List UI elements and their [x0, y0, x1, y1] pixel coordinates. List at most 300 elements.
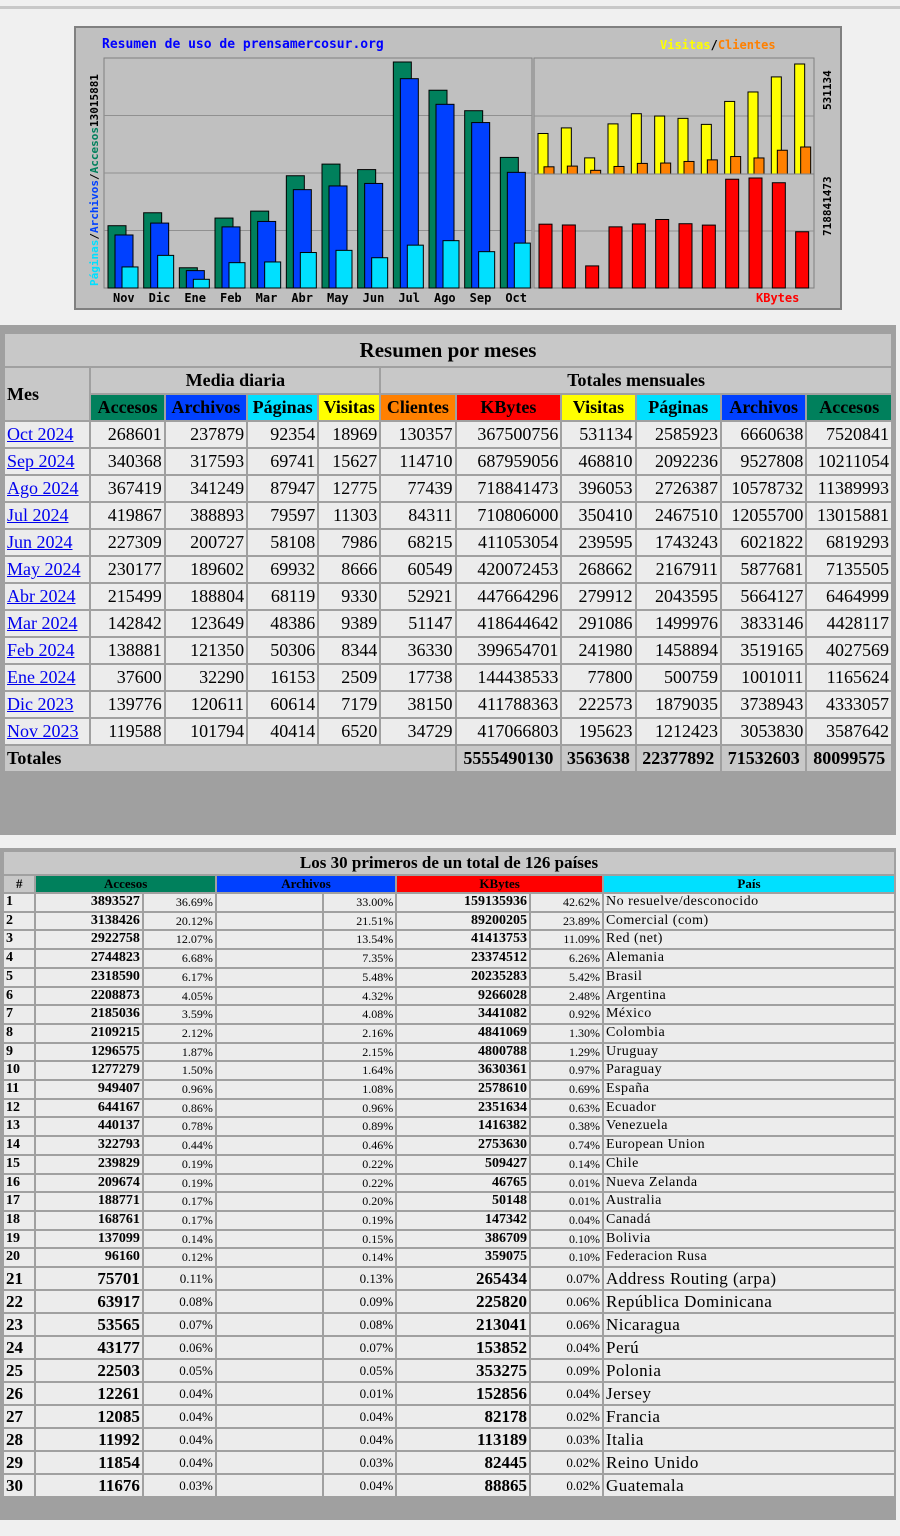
archivos-cell [217, 1291, 322, 1312]
archivos-pct-cell: 13.54% [324, 931, 395, 948]
country-name-cell: Federacion Rusa [604, 1249, 894, 1266]
cell-acc: 7135505 [807, 557, 891, 582]
accesos-cell: 949407 [36, 1081, 141, 1098]
kbytes-cell: 359075 [397, 1249, 529, 1266]
kbytes-label: KBytes [756, 291, 800, 305]
country-row [4, 1268, 894, 1289]
bar-paginas [193, 279, 209, 288]
cell-acc: 10211054 [807, 449, 891, 474]
accesos-cell: 75701 [36, 1268, 141, 1289]
monthly-table [3, 332, 893, 773]
archivos-pct-cell: 0.05% [324, 1360, 395, 1381]
cell-kb: 411788363 [457, 692, 561, 717]
cell-acc: 4428117 [807, 611, 891, 636]
accesos-cell: 1296575 [36, 1044, 141, 1061]
rank-cell: 12 [4, 1100, 34, 1117]
archivos-pct-cell: 0.19% [324, 1212, 395, 1229]
countries-table [2, 850, 896, 1498]
cell-pag: 1458894 [637, 638, 720, 663]
rank-cell: 16 [4, 1175, 34, 1192]
kbytes-cell: 2753630 [397, 1137, 529, 1154]
month-cell[interactable] [5, 692, 89, 717]
month-label: May [326, 291, 349, 305]
month-cell[interactable] [5, 422, 89, 447]
main-plot [104, 58, 532, 288]
month-cell[interactable] [5, 449, 89, 474]
kbytes-pct-cell: 0.10% [531, 1249, 602, 1266]
archivos-cell [217, 1452, 322, 1473]
bar-clientes [614, 166, 624, 174]
cell-cli: 114710 [381, 449, 454, 474]
cell-arc: 6021822 [722, 530, 805, 555]
bar-kbytes [749, 178, 762, 288]
cell-d-vis: 7179 [319, 692, 379, 717]
cell-d-acc: 119588 [91, 719, 163, 744]
bar-clientes [661, 163, 671, 174]
cell-vis: 279912 [562, 584, 634, 609]
month-link[interactable]: Jul 2024 [7, 505, 69, 525]
bar-paginas [407, 245, 423, 288]
country-row [4, 969, 894, 986]
archivos-cell [217, 1231, 322, 1248]
kbytes-cell: 225820 [397, 1291, 529, 1312]
month-cell[interactable] [5, 584, 89, 609]
month-cell[interactable] [5, 665, 89, 690]
archivos-cell [217, 1406, 322, 1427]
cell-cli: 36330 [381, 638, 454, 663]
total-paginas: 22377892 [637, 746, 720, 771]
archivos-cell [217, 1175, 322, 1192]
month-link[interactable]: Dic 2023 [7, 694, 74, 714]
bar-clientes [801, 147, 811, 174]
kbytes-pct-cell: 0.63% [531, 1100, 602, 1117]
cell-d-pag: 79597 [248, 503, 317, 528]
cell-kb: 710806000 [457, 503, 561, 528]
monthly-row [5, 476, 891, 501]
bar-kbytes [656, 219, 669, 288]
archivos-pct-cell: 0.20% [324, 1193, 395, 1210]
accesos-cell: 168761 [36, 1212, 141, 1229]
archivos-pct-cell: 0.01% [324, 1383, 395, 1404]
cell-d-vis: 9330 [319, 584, 379, 609]
cell-d-vis: 8344 [319, 638, 379, 663]
month-link[interactable]: May 2024 [7, 559, 81, 579]
month-label: Oct [505, 291, 528, 305]
cell-cli: 84311 [381, 503, 454, 528]
country-row [4, 1383, 894, 1404]
kbytes-pct-cell: 0.06% [531, 1291, 602, 1312]
cell-pag: 1212423 [637, 719, 720, 744]
bar-paginas [300, 253, 316, 288]
kbytes-pct-cell: 0.01% [531, 1193, 602, 1210]
bar-clientes [591, 170, 601, 174]
accesos-pct-cell: 0.03% [144, 1475, 215, 1496]
kbytes-cell: 4841069 [397, 1025, 529, 1042]
archivos-pct-cell: 0.09% [324, 1291, 395, 1312]
kbytes-cell: 3630361 [397, 1062, 529, 1079]
rank-cell: 4 [4, 950, 34, 967]
country-name-cell: Reino Unido [604, 1452, 894, 1473]
month-link[interactable]: Mar 2024 [7, 613, 78, 633]
cell-d-vis: 8666 [319, 557, 379, 582]
bar-kbytes [702, 225, 715, 288]
archivos-pct-cell: 2.16% [324, 1025, 395, 1042]
accesos-cell: 188771 [36, 1193, 141, 1210]
cell-d-acc: 227309 [91, 530, 163, 555]
country-name-cell: Comercial (com) [604, 913, 894, 930]
cell-d-vis: 6520 [319, 719, 379, 744]
cell-d-arc: 317593 [166, 449, 246, 474]
monthly-row [5, 611, 891, 636]
mes-header: Mes [5, 368, 89, 420]
archivos-pct-cell: 21.51% [324, 913, 395, 930]
accesos-pct-cell: 20.12% [144, 913, 215, 930]
accesos-pct-cell: 0.44% [144, 1137, 215, 1154]
monthly-row [5, 584, 891, 609]
rank-cell: 13 [4, 1118, 34, 1135]
kbytes-cell: 9266028 [397, 988, 529, 1005]
kbytes-cell: 82445 [397, 1452, 529, 1473]
accesos-cell: 11992 [36, 1429, 141, 1450]
month-link[interactable]: Feb 2024 [7, 640, 75, 660]
cell-vis: 195623 [562, 719, 634, 744]
accesos-pct-cell: 0.04% [144, 1429, 215, 1450]
country-row [4, 1291, 894, 1312]
rank-cell: 11 [4, 1081, 34, 1098]
kbytes-plot [534, 174, 814, 288]
archivos-cell [217, 1193, 322, 1210]
kbytes-cell: 509427 [397, 1156, 529, 1173]
accesos-cell: 3893527 [36, 894, 141, 911]
cell-acc: 4027569 [807, 638, 891, 663]
bar-clientes [754, 158, 764, 174]
archivos-cell [217, 1383, 322, 1404]
cell-d-arc: 237879 [166, 422, 246, 447]
col-archivos: Archivos [722, 395, 805, 420]
accesos-pct-cell: 0.14% [144, 1231, 215, 1248]
rank-cell: 6 [4, 988, 34, 1005]
kbytes-cell: 2351634 [397, 1100, 529, 1117]
accesos-pct-cell: 3.59% [144, 1006, 215, 1023]
rank-cell: 19 [4, 1231, 34, 1248]
cell-pag: 1879035 [637, 692, 720, 717]
cell-pag: 2092236 [637, 449, 720, 474]
cell-acc: 7520841 [807, 422, 891, 447]
month-cell[interactable] [5, 530, 89, 555]
accesos-cell: 11854 [36, 1452, 141, 1473]
kbytes-pct-cell: 0.14% [531, 1156, 602, 1173]
accesos-cell: 1277279 [36, 1062, 141, 1079]
archivos-pct-cell: 0.46% [324, 1137, 395, 1154]
cell-kb: 411053054 [457, 530, 561, 555]
kbytes-cell: 213041 [397, 1314, 529, 1335]
cell-d-vis: 18969 [319, 422, 379, 447]
accesos-cell: 2744823 [36, 950, 141, 967]
country-name-cell: Brasil [604, 969, 894, 986]
month-link[interactable]: Jun 2024 [7, 532, 73, 552]
bar-kbytes [562, 225, 575, 288]
accesos-pct-cell: 0.78% [144, 1118, 215, 1135]
cell-d-vis: 9389 [319, 611, 379, 636]
archivos-cell [217, 950, 322, 967]
country-row [4, 1062, 894, 1079]
cell-d-acc: 230177 [91, 557, 163, 582]
bar-paginas [443, 241, 459, 288]
label-sep-1: / [88, 233, 101, 240]
usage-chart [74, 26, 842, 310]
kbytes-pct-cell: 0.02% [531, 1452, 602, 1473]
chart-legend [660, 38, 776, 52]
country-row [4, 988, 894, 1005]
archivos-cell [217, 1137, 322, 1154]
archivos-pct-cell: 7.35% [324, 950, 395, 967]
accesos-cell: 239829 [36, 1156, 141, 1173]
rank-cell: 8 [4, 1025, 34, 1042]
country-row [4, 1231, 894, 1248]
country-row [4, 1118, 894, 1135]
cell-d-acc: 419867 [91, 503, 163, 528]
left-axis-label [88, 74, 101, 286]
accesos-pct-cell: 0.04% [144, 1383, 215, 1404]
bar-paginas [336, 250, 352, 288]
country-row [4, 1429, 894, 1450]
col-kbytes: KBytes [457, 395, 561, 420]
kbytes-cell: 265434 [397, 1268, 529, 1289]
cell-d-vis: 15627 [319, 449, 379, 474]
archivos-cell [217, 1156, 322, 1173]
monthly-summary [0, 325, 896, 835]
archivos-cell [217, 1314, 322, 1335]
col-accesos: Accesos [807, 395, 891, 420]
totales-header: Totales mensuales [381, 368, 891, 393]
cell-cli: 17738 [381, 665, 454, 690]
kbytes-pct-cell: 0.06% [531, 1314, 602, 1335]
col-d-visitas: Visitas [319, 395, 379, 420]
country-name-cell: México [604, 1006, 894, 1023]
month-cell[interactable] [5, 638, 89, 663]
cell-d-arc: 388893 [166, 503, 246, 528]
country-name-cell: Chile [604, 1156, 894, 1173]
col-visitas: Visitas [562, 395, 634, 420]
archivos-pct-cell: 0.07% [324, 1337, 395, 1358]
cell-d-pag: 87947 [248, 476, 317, 501]
accesos-cell: 11676 [36, 1475, 141, 1496]
kbytes-pct-cell: 0.04% [531, 1337, 602, 1358]
cell-pag: 1499976 [637, 611, 720, 636]
country-name-cell: Australia [604, 1193, 894, 1210]
countries-summary [0, 848, 896, 1520]
bar-paginas [122, 267, 138, 288]
country-row [4, 1137, 894, 1154]
month-label: Ago [433, 291, 456, 305]
bar-paginas [479, 252, 495, 288]
archivos-cell [217, 1118, 322, 1135]
rank-cell: 26 [4, 1383, 34, 1404]
cell-cli: 130357 [381, 422, 454, 447]
legend-visitas: Visitas [660, 38, 711, 52]
rank-cell: 3 [4, 931, 34, 948]
country-row [4, 1475, 894, 1496]
cell-arc: 5877681 [722, 557, 805, 582]
archivos-pct-cell: 0.22% [324, 1175, 395, 1192]
country-name-cell: Argentina [604, 988, 894, 1005]
cell-vis: 222573 [562, 692, 634, 717]
country-name-cell: European Union [604, 1137, 894, 1154]
cell-arc: 6660638 [722, 422, 805, 447]
country-name-cell: Bolivia [604, 1231, 894, 1248]
country-row [4, 1044, 894, 1061]
accesos-cell: 3138426 [36, 913, 141, 930]
country-name-cell: República Dominicana [604, 1291, 894, 1312]
cell-d-acc: 139776 [91, 692, 163, 717]
total-kbytes: 5555490130 [457, 746, 561, 771]
country-name-cell: Paraguay [604, 1062, 894, 1079]
cell-d-acc: 215499 [91, 584, 163, 609]
cell-acc: 13015881 [807, 503, 891, 528]
bar-clientes [731, 157, 741, 174]
cell-d-acc: 37600 [91, 665, 163, 690]
month-link[interactable]: Sep 2024 [7, 451, 75, 471]
archivos-cell [217, 913, 322, 930]
label-archivos: Archivos [88, 180, 101, 234]
cell-pag: 2726387 [637, 476, 720, 501]
cell-d-pag: 60614 [248, 692, 317, 717]
accesos-pct-cell: 0.07% [144, 1314, 215, 1335]
kbytes-cell: 23374512 [397, 950, 529, 967]
country-name-cell: España [604, 1081, 894, 1098]
cell-d-arc: 120611 [166, 692, 246, 717]
month-cell[interactable] [5, 503, 89, 528]
cell-arc: 3053830 [722, 719, 805, 744]
col-c-archivos: Archivos [217, 876, 395, 892]
total-archivos: 71532603 [722, 746, 805, 771]
accesos-pct-cell: 4.05% [144, 988, 215, 1005]
cell-vis: 268662 [562, 557, 634, 582]
country-row [4, 950, 894, 967]
archivos-pct-cell: 2.15% [324, 1044, 395, 1061]
month-label: Sep [469, 291, 492, 305]
bar-clientes [544, 167, 554, 174]
rank-cell: 21 [4, 1268, 34, 1289]
bar-kbytes [539, 224, 552, 288]
country-row [4, 1025, 894, 1042]
rank-cell: 29 [4, 1452, 34, 1473]
month-cell[interactable] [5, 611, 89, 636]
totales-label: Totales [5, 746, 455, 771]
accesos-cell: 12085 [36, 1406, 141, 1427]
cell-arc: 9527808 [722, 449, 805, 474]
country-row [4, 1406, 894, 1427]
country-name-cell: Polonia [604, 1360, 894, 1381]
archivos-cell [217, 1429, 322, 1450]
accesos-cell: 12261 [36, 1383, 141, 1404]
bar-paginas [265, 262, 281, 288]
bar-clientes [567, 166, 577, 174]
legend-sep: / [710, 38, 718, 52]
cell-acc: 1165624 [807, 665, 891, 690]
archivos-pct-cell: 0.04% [324, 1429, 395, 1450]
archivos-pct-cell: 1.64% [324, 1062, 395, 1079]
country-name-cell: Perú [604, 1337, 894, 1358]
cell-pag: 2467510 [637, 503, 720, 528]
kbytes-cell: 147342 [397, 1212, 529, 1229]
monthly-row [5, 638, 891, 663]
label-sep-2: / [88, 173, 101, 181]
month-link[interactable]: Oct 2024 [7, 424, 74, 444]
kbytes-cell: 20235283 [397, 969, 529, 986]
month-link[interactable]: Ene 2024 [7, 667, 76, 687]
accesos-pct-cell: 1.87% [144, 1044, 215, 1061]
month-link[interactable]: Abr 2024 [7, 586, 76, 606]
cell-arc: 1001011 [722, 665, 805, 690]
country-name-cell: Francia [604, 1406, 894, 1427]
archivos-pct-cell: 0.22% [324, 1156, 395, 1173]
archivos-cell [217, 1025, 322, 1042]
archivos-cell [217, 1475, 322, 1496]
monthly-row [5, 449, 891, 474]
cell-d-arc: 32290 [166, 665, 246, 690]
cell-arc: 12055700 [722, 503, 805, 528]
cell-d-acc: 340368 [91, 449, 163, 474]
cell-vis: 239595 [562, 530, 634, 555]
cell-d-pag: 40414 [248, 719, 317, 744]
cell-d-acc: 367419 [91, 476, 163, 501]
month-cell[interactable] [5, 476, 89, 501]
countries-rows [4, 894, 894, 1496]
archivos-pct-cell: 0.15% [324, 1231, 395, 1248]
bar-clientes [684, 161, 694, 174]
cell-d-vis: 11303 [319, 503, 379, 528]
cell-kb: 420072453 [457, 557, 561, 582]
accesos-cell: 63917 [36, 1291, 141, 1312]
kbytes-pct-cell: 0.10% [531, 1231, 602, 1248]
monthly-rows [5, 422, 891, 744]
cell-arc: 3738943 [722, 692, 805, 717]
kbytes-pct-cell: 1.29% [531, 1044, 602, 1061]
col-c-pais: País [604, 876, 894, 892]
country-name-cell: Uruguay [604, 1044, 894, 1061]
archivos-cell [217, 1044, 322, 1061]
top-divider [0, 6, 900, 9]
kbytes-cell: 88865 [397, 1475, 529, 1496]
accesos-pct-cell: 0.04% [144, 1452, 215, 1473]
rank-cell: 27 [4, 1406, 34, 1427]
archivos-cell [217, 1062, 322, 1079]
cell-d-acc: 142842 [91, 611, 163, 636]
cell-kb: 418644642 [457, 611, 561, 636]
archivos-pct-cell: 0.96% [324, 1100, 395, 1117]
month-link[interactable]: Nov 2023 [7, 721, 79, 741]
country-row [4, 1249, 894, 1266]
country-row [4, 1314, 894, 1335]
cell-d-pag: 92354 [248, 422, 317, 447]
kbytes-pct-cell: 0.97% [531, 1062, 602, 1079]
legend-clientes: Clientes [717, 38, 776, 52]
kbytes-cell: 386709 [397, 1231, 529, 1248]
month-link[interactable]: Ago 2024 [7, 478, 79, 498]
cell-pag: 1743243 [637, 530, 720, 555]
kbytes-cell: 3441082 [397, 1006, 529, 1023]
rank-cell: 23 [4, 1314, 34, 1335]
month-cell[interactable] [5, 557, 89, 582]
archivos-pct-cell: 33.00% [324, 894, 395, 911]
month-label: Jul [398, 291, 421, 305]
month-cell[interactable] [5, 719, 89, 744]
cell-pag: 2585923 [637, 422, 720, 447]
country-name-cell: Nicaragua [604, 1314, 894, 1335]
bar-kbytes [772, 183, 785, 288]
kbytes-pct-cell: 0.01% [531, 1175, 602, 1192]
